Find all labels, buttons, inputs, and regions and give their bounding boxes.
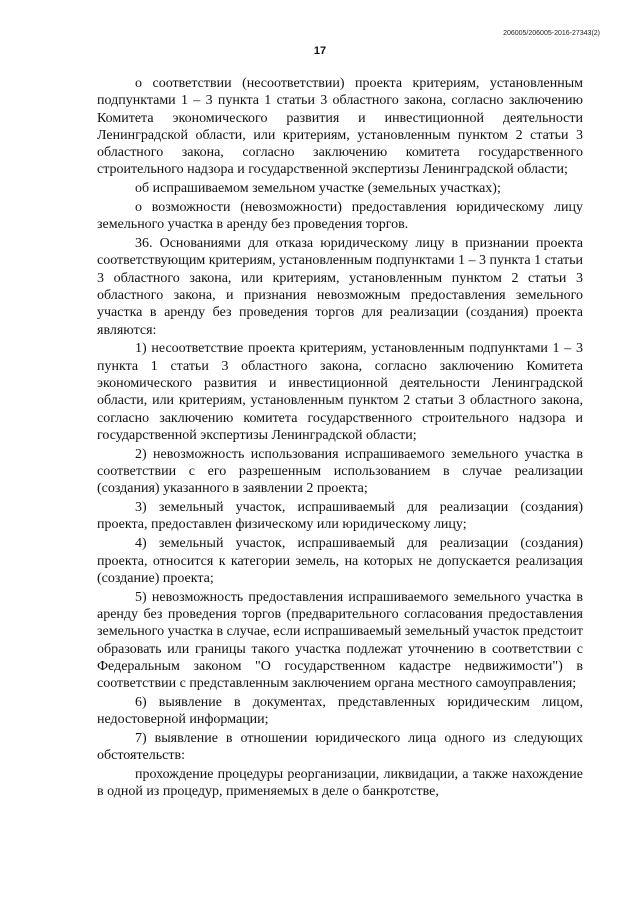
paragraph-land-plot: об испрашиваемом земельном участке (земельных участках);	[135, 181, 501, 197]
list-item-7: 7) выявление в отношении юридического лица одного из следующих обстоятельств:	[97, 730, 583, 764]
paragraph-lease-possibility: о возможности (невозможности) предоставления юридическому лицу земельного участка в аренду без проведения торгов.	[97, 200, 583, 233]
list-item-3: 3) земельный участок, испрашиваемый для реализации (создания) проекта, предоставлен физическому или юридическому лицу;	[97, 500, 583, 533]
document-id: 206005/206005-2016-27343(2)	[503, 30, 600, 37]
paragraph-reorganization: прохождение процедуры реорганизации, ликвидации, а также нахождение в одной из процедур, применяемых в деле о банкротстве,	[97, 767, 583, 800]
list-item-2: 2) невозможность использования испрашиваемого земельного участка в соответствии с его разрешенным использованием в случае реализации (создания) указанного в заявлении 2 проекта;	[97, 446, 583, 497]
paragraph-36-grounds: 36. Основаниями для отказа юридическому лицу в признании проекта соответствующим критериям, установленным подпунктами 1 – 3 пункта 1 статьи 3 областного закона, или критериям, установленным пунктом 2 статьи 3 областного закона, и признания невозможным предоставления земельного участка в аренду без проведения торгов для реализации (создания) проекта являются:	[97, 236, 583, 338]
list-item-1: 1) несоответствие проекта критериям, установленным подпунктами 1 – 3 пункта 1 статьи 3 областного закона, согласно заключению Комитета экономического развития и инвестиционной деятельности Ленинградской области, или критериям, установленным пунктом 2 статьи 3 областного закона, согласно заключению комитета государственного строительного надзора и государственной экспертизы Ленинградской области;	[97, 341, 583, 443]
page-number: 17	[313, 45, 327, 57]
list-item-6: 6) выявление в документах, представленных юридическим лицом, недостоверной информации;	[97, 694, 583, 728]
paragraph-conformity-conclusion: о соответствии (несоответствии) проекта критериям, установленным подпунктами 1 – 3 пункта 1 статьи 3 областного закона, согласно заключению Комитета экономического развития и инвестиционной деятельности Ленинградской области, или критериям, установленным пунктом 2 статьи 3 областного закона, согласно заключению комитета государственного строительного надзора и государственной экспертизы Ленинградской области;	[97, 76, 583, 178]
list-item-4: 4) земельный участок, испрашиваемый для реализации (создания) проекта, относится к категории земель, на которых не допускается реализация (создание) проекта;	[97, 536, 583, 586]
list-item-5: 5) невозможность предоставления испрашиваемого земельного участка в аренду без проведения торгов (предварительного согласования предоставления земельного участка в случае, если испрашиваемый земельный участок предстоит образовать или границы такого участка подлежат уточнению в соответствии с Федеральным законом "О государственном кадастре недвижимости") в соответствии с представленным заключением органа местного самоуправления;	[97, 589, 583, 692]
document-body	[97, 75, 583, 802]
